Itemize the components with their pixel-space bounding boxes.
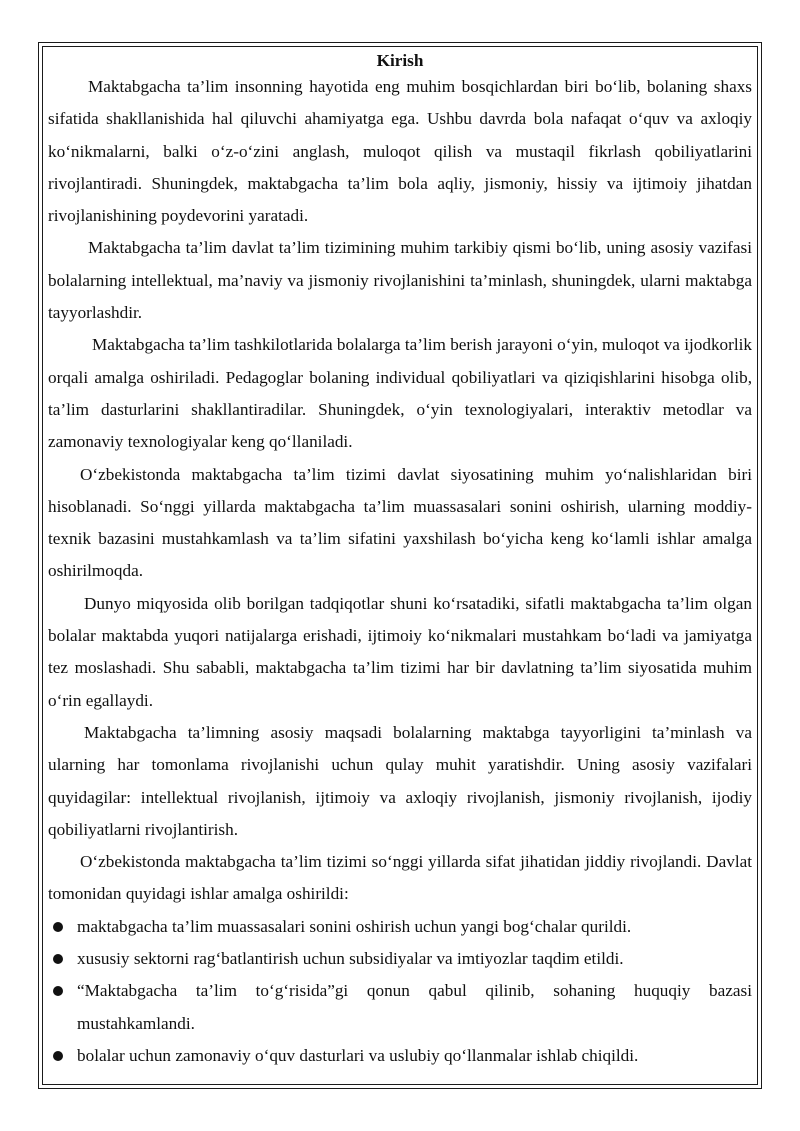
list-item-text: “Maktabgacha ta’lim to‘g‘risida”gi qonun qabul qilinib, sohaning huquqiy bazasi mustahkamlandi.	[77, 981, 752, 1033]
paragraph-4: O‘zbekistonda maktabgacha ta’lim tizimi davlat siyosatining muhim yo‘nalishlaridan biri hisoblanadi. So‘nggi yillarda maktabgacha ta’lim muassasalari sonini oshirish, ularning moddiy-texnik bazasini mustahkamlash va ta’lim sifatini yaxshilash bo‘yicha keng ko‘lamli ishlar amalga oshirilmoqda.	[48, 464, 752, 581]
bullet-icon	[53, 954, 63, 964]
paragraph-7: O‘zbekistonda maktabgacha ta’lim tizimi so‘nggi yillarda sifat jihatidan jiddiy rivojlandi. Davlat tomonidan quyidagi ishlar amalga oshirildi:	[48, 852, 752, 904]
list-item	[48, 975, 752, 1040]
document-title: Kirish	[376, 51, 424, 70]
paragraph-1: Maktabgacha ta’lim insonning hayotida eng muhim bosqichlardan biri bo‘lib, bolaning shaxs sifatida shakllanishida hal qiluvchi ahamiyatga ega. Ushbu davrda bola nafaqat o‘quv va axloqiy ko‘nikmalarni, balki o‘z-o‘zini anglash, muloqot qilish va mustaqil fikrlash qobiliyatlarini rivojlantiradi. Shuningdek, maktabgacha ta’lim bola aqliy, jismoniy, hissiy va ijtimoiy jihatdan rivojlanishining poydevorini yaratadi.	[48, 77, 752, 226]
list-item-text: xususiy sektorni rag‘batlantirish uchun subsidiyalar va imtiyozlar taqdim etildi.	[77, 949, 624, 969]
list-item	[48, 943, 752, 975]
bullet-list	[48, 911, 752, 1072]
paragraph-6: Maktabgacha ta’limning asosiy maqsadi bolalarning maktabga tayyorligini ta’minlash va ularning har tomonlama rivojlanishi uchun qulay muhit yaratishdir. Uning asosiy vazifalari quyidagilar: intellektual rivojlanish, ijtimoiy va axloqiy rivojlanish, jismoniy rivojlanish, ijodiy qobiliyatlarni rivojlantirish.	[48, 722, 752, 839]
bullet-icon	[53, 1051, 63, 1061]
paragraph-2: Maktabgacha ta’lim davlat ta’lim tizimining muhim tarkibiy qismi bo‘lib, uning asosiy vazifasi bolalarning intellektual, ma’naviy va jismoniy rivojlanishini ta’minlash, shuningdek, ularni maktabga tayyorlashdir.	[48, 238, 752, 323]
list-item	[48, 1040, 752, 1072]
document-body	[48, 48, 752, 1072]
paragraph-3: Maktabgacha ta’lim tashkilotlarida bolalarga ta’lim berish jarayoni o‘yin, muloqot va ijodkorlik orqali amalga oshiriladi. Pedagoglar bolaning individual qobiliyatlari va qiziqishlarini hisobga olib, ta’lim dasturlarini shakllantiradilar. Shuningdek, o‘yin texnologiyalari, interaktiv metodlar va zamonaviy texnologiyalar keng qo‘llaniladi.	[48, 335, 752, 452]
list-item-text: maktabgacha ta’lim muassasalari sonini oshirish uchun yangi bog‘chalar qurildi.	[77, 916, 632, 936]
bullet-icon	[53, 986, 63, 996]
paragraph-5: Dunyo miqyosida olib borilgan tadqiqotlar shuni ko‘rsatadiki, sifatli maktabgacha ta’lim olgan bolalar maktabda yuqori natijalarga erishadi, ijtimoiy ko‘nikmalari mustahkam bo‘ladi va jamiyatga tez moslashadi. Shu sababli, maktabgacha ta’lim tizimi har bir davlatning ta’lim siyosatida muhim o‘rin egallaydi.	[48, 593, 752, 710]
bullet-icon	[53, 922, 63, 932]
list-item	[48, 911, 752, 943]
list-item-text: bolalar uchun zamonaviy o‘quv dasturlari va uslubiy qo‘llanmalar ishlab chiqildi.	[77, 1045, 639, 1065]
